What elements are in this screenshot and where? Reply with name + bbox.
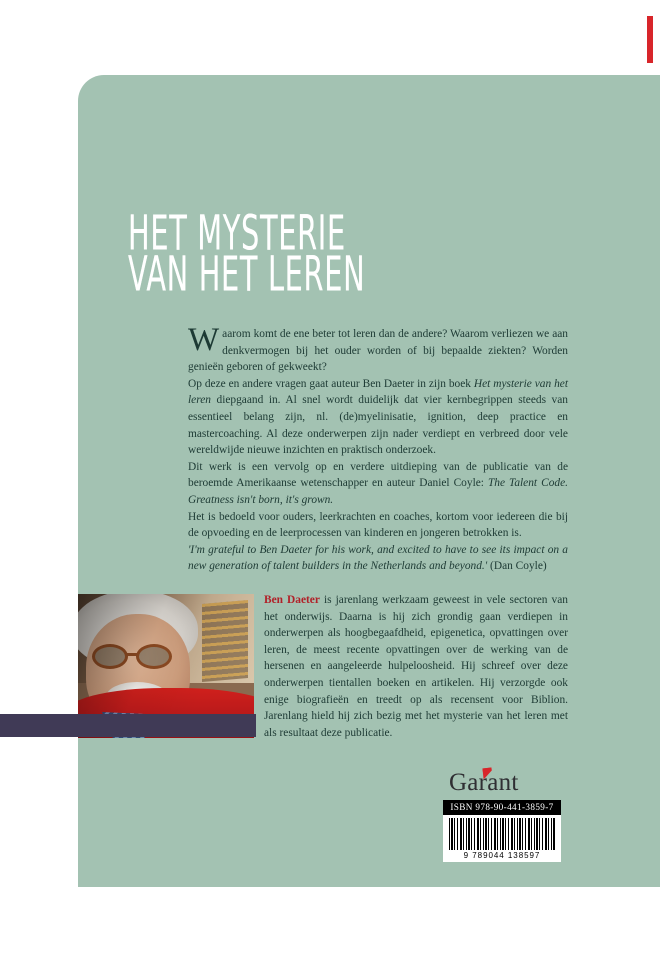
blurb-p2-book-title: Het mysterie van het leren: [188, 377, 568, 407]
isbn-text: ISBN 978-90-441-3859-7: [443, 800, 561, 815]
publisher-barcode-block: [443, 766, 561, 862]
author-bio-block: [264, 592, 568, 741]
author-bio-paragraph: [264, 592, 568, 741]
barcode: [443, 815, 561, 862]
barcode-bars: [449, 818, 555, 850]
navy-accent-bar: [0, 714, 256, 737]
blurb-p2-part1: Op deze en andere vragen gaat auteur Ben Daeter in zijn boek: [188, 377, 474, 390]
barcode-digits: 9 789044 138597: [463, 850, 541, 860]
blurb-quote-attribution: (Dan Coyle): [487, 560, 547, 573]
title-line-1: HET MYSTERIE: [128, 204, 346, 262]
blurb-paragraph-1-text: aarom komt de ene beter tot leren dan de andere? Waarom verliezen we aan denkvermogen bij het ouder worden of bij bepaalde ziekten? Worden genieën geboren of gekweekt?: [188, 328, 568, 374]
page-title: [128, 204, 548, 302]
blurb-paragraph-3: [188, 459, 568, 509]
title-line-2: VAN HET LEREN: [128, 245, 366, 302]
publisher-name: Garant: [449, 769, 519, 796]
red-accent-bar: [647, 16, 653, 63]
blurb-p3-book-title: The Talent Code. Greatness isn't born, it's grown.: [188, 477, 568, 506]
blurb-p3-part1: Dit werk is een vervolg op en verdere uitdieping van de publicatie van de beroemde Amerikaanse wetenschapper en auteur Daniel Coyle:: [188, 460, 568, 490]
blurb-paragraph-1: [188, 322, 568, 376]
author-bio-text: is jarenlang werkzaam geweest in vele sectoren van het onderwijs. Daarna is hij zich grondig gaan verdiepen in onderwerpen als hoogbegaafdheid, epigenetica, opvattingen over leren, de meest recente opvattingen over de werking van de hersenen en aangeleerde hulpeloosheid. Hij schreef over deze onderwerpen tientallen boeken en artikelen. Hij verzorgde ook enige biografieën en treedt op als recensent voor Biblion. Jarenlang hield hij zich bezig met het mysterie van het leren met als resultaat deze publicatie.: [264, 594, 568, 739]
blurb-p2-part2: diepgaand in. Al snel wordt duidelijk dat vier kernbegrippen steeds van essentieel belang zijn, nl. (de)myelinisatie, ignition, deep practice en mastercoaching. Al deze onderwerpen zijn nader verdiept en verbreed door vele wereldwijde nieuwe inzichten en praktisch onderzoek.: [188, 394, 568, 457]
blurb-paragraph-2: [188, 376, 568, 459]
blurb-quote: [188, 542, 568, 575]
author-name: Ben Daeter: [264, 594, 320, 606]
drop-cap-letter: W: [188, 322, 220, 358]
blurb-paragraph-4: Het is bedoeld voor ouders, leerkrachten en coaches, kortom voor iedereen die bij de opvoeding en de leerprocessen van kinderen en jongeren betrokken is.: [188, 510, 568, 540]
blurb-quote-text: 'I'm grateful to Ben Daeter for his work, and excited to have to see its impact on a new generation of talent builders in the Netherlands and beyond.': [188, 543, 568, 573]
garant-publisher-logo: [443, 766, 561, 800]
red-flag-icon: [482, 768, 492, 780]
blurb-text-block: [188, 322, 568, 575]
